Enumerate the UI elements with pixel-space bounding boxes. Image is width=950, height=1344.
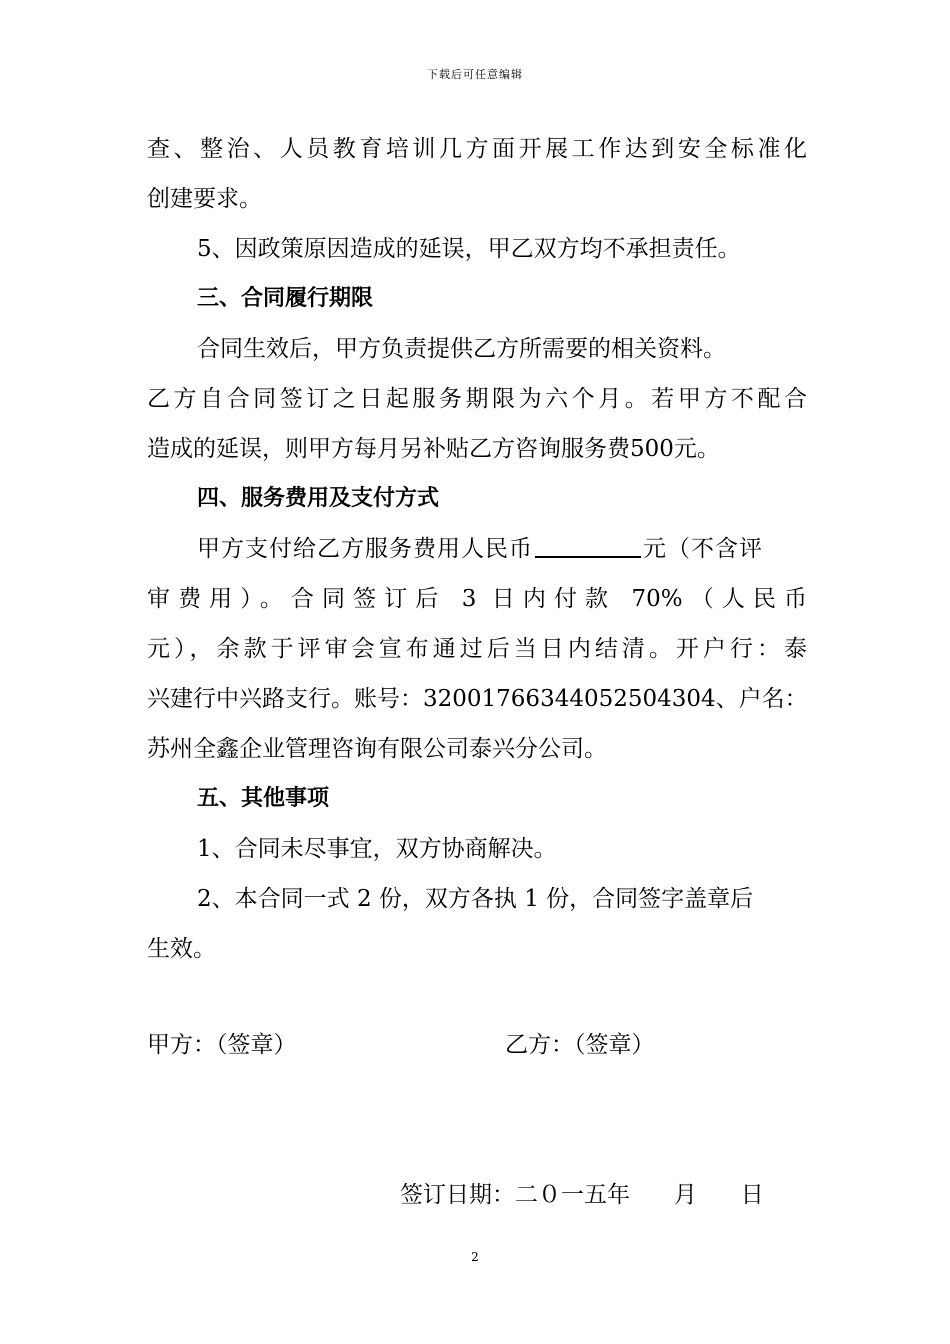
party-a-signature: 甲方：（签章） (147, 1032, 297, 1058)
section-heading-4: 四、服务费用及支付方式 (197, 486, 440, 511)
body-line-2: 创建要求。 (147, 186, 262, 212)
fee-blank-line (535, 532, 641, 558)
body-line-11: 苏州全鑫企业管理咨询有限公司泰兴分公司。 (147, 736, 607, 762)
fee-text-prefix: 甲方支付给乙方服务费用人民币 (197, 536, 533, 562)
body-line-1: 查、整治、人员教育培训几方面开展工作达到安全标准化 (147, 136, 807, 162)
page-number: 2 (471, 1250, 479, 1264)
body-line-10: 兴建行中兴路支行。账号：32001766344052504304、户名： (147, 686, 808, 712)
sign-date: 签订日期：二０一五年 月 日 (400, 1182, 764, 1208)
section-heading-3: 三、合同履行期限 (197, 286, 374, 311)
fee-text-suffix: 元（不含评 (643, 536, 763, 562)
body-line-8: 审费用）。合同签订后 3 日内付款 70%（人民币 (147, 586, 807, 612)
body-line-3: 5、因政策原因造成的延误，甲乙双方均不承担责任。 (197, 236, 741, 262)
body-line-6: 造成的延误，则甲方每月另补贴乙方咨询服务费500元。 (147, 436, 720, 462)
body-line-9: 元），余款于评审会宣布通过后当日内结清。开户行：泰 (147, 636, 807, 662)
section-heading-5: 五、其他事项 (197, 786, 330, 811)
body-line-13: 2、本合同一式 2 份，双方各执 1 份，合同签字盖章后 (197, 886, 754, 912)
body-line-4: 合同生效后，甲方负责提供乙方所需要的相关资料。 (197, 336, 726, 362)
body-line-12: 1、合同未尽事宜，双方协商解决。 (197, 836, 557, 862)
body-line-5: 乙方自合同签订之日起服务期限为六个月。若甲方不配合 (147, 386, 807, 412)
party-b-signature: 乙方：（签章） (505, 1032, 655, 1058)
page-header: 下载后可任意编辑 (427, 68, 523, 81)
body-line-7 (197, 532, 807, 566)
body-line-14: 生效。 (147, 936, 216, 962)
